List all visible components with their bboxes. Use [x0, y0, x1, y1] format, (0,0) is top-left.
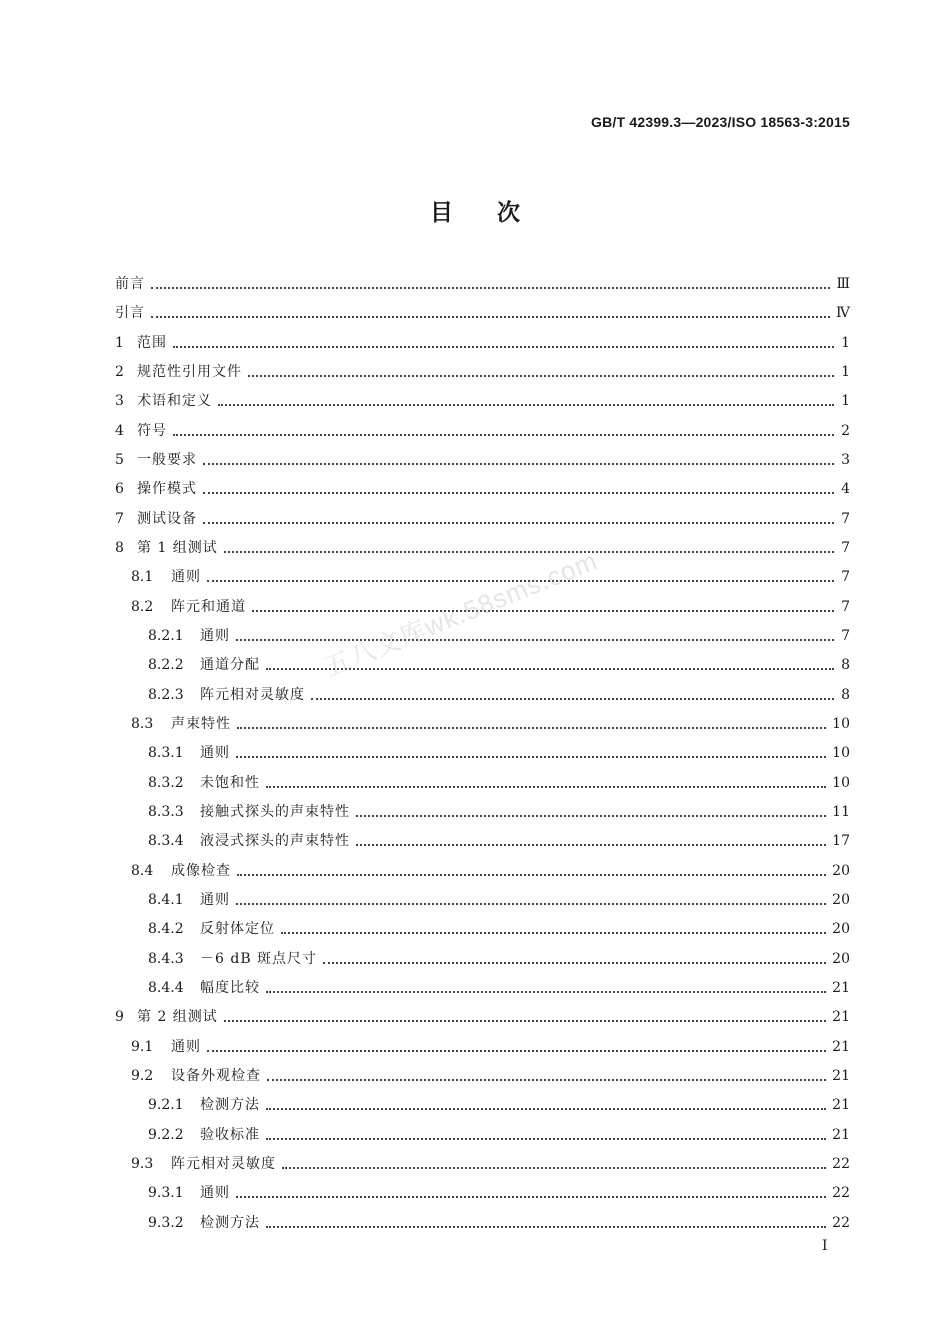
dot-leader: [207, 1049, 826, 1052]
toc-entry-title: 范围: [137, 334, 167, 351]
toc-entry-number: 8.3: [131, 715, 154, 732]
toc-entry-number: 8.2.1: [148, 627, 184, 644]
toc-entry-title: 操作模式: [137, 481, 197, 498]
toc-entry-title: 接触式探头的声束特性: [200, 803, 350, 820]
toc-entry-title: 通则: [200, 627, 230, 644]
toc-entry[interactable]: [115, 798, 850, 827]
toc-entry-page: 2: [841, 422, 850, 439]
toc-entry-number: 7: [115, 510, 124, 527]
dot-leader: [266, 667, 834, 670]
dot-leader: [224, 1019, 826, 1022]
dot-leader: [218, 403, 834, 406]
toc-entry-title: 通则: [171, 1038, 201, 1055]
dot-leader: [323, 961, 826, 964]
standard-number-header: GB/T 42399.3—2023/ISO 18563-3:2015: [591, 114, 850, 130]
dot-leader: [356, 814, 826, 817]
toc-entry-title: 通则: [200, 745, 230, 762]
toc-entry-number: 8.3.1: [148, 745, 184, 762]
toc-entry-number: 9.2.2: [148, 1126, 184, 1143]
dot-leader: [236, 755, 826, 758]
toc-entry[interactable]: [115, 1209, 850, 1238]
dot-leader: [236, 638, 834, 641]
toc-entry-page: 21: [832, 1067, 850, 1084]
dot-leader: [311, 697, 834, 700]
toc-entry[interactable]: [115, 299, 850, 328]
toc-entry-title: 第 2 组测试: [137, 1009, 218, 1026]
toc-entry-number: 9.2.1: [148, 1097, 184, 1114]
toc-entry-number: 2: [115, 363, 124, 380]
dot-leader: [266, 1137, 826, 1140]
toc-entry-number: 9.3: [131, 1155, 154, 1172]
toc-entry-title: 幅度比较: [200, 979, 260, 996]
dot-leader: [173, 345, 834, 348]
toc-entry[interactable]: [115, 446, 850, 475]
toc-entry-page: 17: [832, 833, 850, 850]
dot-leader: [252, 609, 834, 612]
dot-leader: [236, 1195, 826, 1198]
toc-entry-title: 阵元相对灵敏度: [171, 1155, 276, 1172]
dot-leader: [248, 374, 834, 377]
toc-entry[interactable]: [115, 827, 850, 856]
toc-entry-page: 22: [832, 1185, 850, 1202]
toc-entry[interactable]: [115, 1033, 850, 1062]
dot-leader: [173, 433, 834, 436]
toc-entry-page: 10: [832, 715, 850, 732]
toc-entry-number: 5: [115, 451, 124, 468]
toc-entry-number: 8: [115, 539, 124, 556]
toc-entry[interactable]: [115, 622, 850, 651]
toc-entry-page: 10: [832, 774, 850, 791]
toc-entry-page: 20: [832, 891, 850, 908]
toc-entry-number: 6: [115, 481, 124, 498]
toc-entry-page: 1: [841, 363, 850, 380]
toc-entry-number: 8.4.3: [148, 950, 184, 967]
toc-entry-title: 引言: [115, 305, 145, 322]
toc-entry[interactable]: [115, 1121, 850, 1150]
toc-entry[interactable]: [115, 593, 850, 622]
toc-entry-title: 前言: [115, 276, 145, 292]
toc-entry[interactable]: [115, 915, 850, 944]
toc-entry-page: 8: [841, 686, 850, 703]
toc-entry-number: 8.2.2: [148, 657, 184, 674]
toc-entry-title: 反射体定位: [200, 921, 275, 938]
toc-entry-number: 9.3.2: [148, 1214, 184, 1231]
toc-entry[interactable]: [115, 945, 850, 974]
toc-entry[interactable]: [115, 534, 850, 563]
toc-entry-page: Ⅳ: [836, 305, 850, 322]
toc-entry-title: 通道分配: [200, 657, 260, 674]
dot-leader: [282, 1166, 826, 1169]
toc-entry-number: 9.1: [131, 1038, 154, 1055]
toc-entry-number: 9.2: [131, 1067, 154, 1084]
dot-leader: [203, 462, 834, 465]
toc-entry[interactable]: [115, 681, 850, 710]
dot-leader: [356, 843, 826, 846]
dot-leader: [266, 990, 826, 993]
toc-entry-page: 7: [841, 598, 850, 615]
dot-leader: [266, 1107, 826, 1110]
toc-entry-page: 21: [832, 1009, 850, 1026]
toc-entry-page: 4: [841, 481, 850, 498]
dot-leader: [151, 315, 830, 318]
toc-entry-page: 1: [841, 393, 850, 410]
toc-entry-page: 10: [832, 745, 850, 762]
toc-entry-number: 8.4.1: [148, 891, 184, 908]
toc-entry[interactable]: [115, 329, 850, 358]
toc-entry-title: 术语和定义: [137, 393, 212, 410]
toc-entry[interactable]: [115, 651, 850, 680]
toc-entry-page: 21: [832, 1097, 850, 1114]
toc-entry-page: 20: [832, 921, 850, 938]
toc-entry-title: 设备外观检查: [171, 1067, 261, 1084]
toc-entry-number: 8.2: [131, 598, 154, 615]
toc-entry-page: Ⅲ: [836, 276, 850, 292]
toc-entry-number: 3: [115, 393, 124, 410]
toc-entry-page: 7: [841, 569, 850, 586]
toc-entry-number: 4: [115, 422, 124, 439]
toc-entry-title: 声束特性: [171, 715, 231, 732]
toc-entry[interactable]: [115, 505, 850, 534]
toc-entry-page: 3: [841, 451, 850, 468]
dot-leader: [267, 1078, 826, 1081]
toc-entry-title: 成像检查: [171, 862, 231, 879]
dot-leader: [237, 726, 826, 729]
toc-entry-page: 7: [841, 539, 850, 556]
toc-entry[interactable]: [115, 563, 850, 592]
toc-entry-title: －6 dB 斑点尺寸: [200, 950, 318, 967]
toc-entry-page: 11: [832, 803, 850, 820]
toc-entry-number: 8.1: [131, 569, 154, 586]
dot-leader: [236, 902, 826, 905]
toc-entry-page: 7: [841, 627, 850, 644]
toc-entry[interactable]: [115, 387, 850, 416]
dot-leader: [281, 931, 826, 934]
toc-entry-title: 通则: [171, 569, 201, 586]
toc-entry[interactable]: [115, 710, 850, 739]
toc-entry[interactable]: [115, 1062, 850, 1091]
toc-entry-title: 一般要求: [137, 451, 197, 468]
table-of-contents: [115, 270, 850, 1238]
toc-entry-page: 1: [841, 334, 850, 351]
dot-leader: [203, 491, 834, 494]
toc-entry-page: 21: [832, 1038, 850, 1055]
toc-entry[interactable]: [115, 270, 850, 299]
toc-entry-title: 液浸式探头的声束特性: [200, 833, 350, 850]
toc-entry-page: 22: [832, 1155, 850, 1172]
toc-entry-page: 7: [841, 510, 850, 527]
toc-entry-title: 检测方法: [200, 1097, 260, 1114]
toc-entry-title: 阵元和通道: [171, 598, 246, 615]
toc-entry-page: 20: [832, 950, 850, 967]
toc-entry[interactable]: [115, 739, 850, 768]
dot-leader: [237, 873, 826, 876]
toc-entry-number: 8.3.2: [148, 774, 184, 791]
toc-entry-title: 检测方法: [200, 1214, 260, 1231]
toc-entry-title: 通则: [200, 1185, 230, 1202]
toc-entry-number: 8.4.2: [148, 921, 184, 938]
toc-entry-title: 第 1 组测试: [137, 539, 218, 556]
toc-entry[interactable]: [115, 1179, 850, 1208]
toc-entry[interactable]: [115, 475, 850, 504]
toc-entry-number: 8.4.4: [148, 979, 184, 996]
toc-entry[interactable]: [115, 886, 850, 915]
toc-entry-page: 21: [832, 979, 850, 996]
dot-leader: [224, 550, 834, 553]
dot-leader: [266, 785, 826, 788]
page-number-footer: I: [822, 1238, 828, 1254]
toc-entry[interactable]: [115, 857, 850, 886]
toc-entry-title: 规范性引用文件: [137, 363, 242, 380]
toc-entry-title: 通则: [200, 891, 230, 908]
dot-leader: [207, 579, 834, 582]
watermark-text: 五八文库wk.58sms.com: [319, 545, 602, 683]
dot-leader: [151, 286, 830, 289]
toc-entry-number: 8.3.3: [148, 803, 184, 820]
toc-entry-number: 9: [115, 1009, 124, 1026]
toc-entry-number: 8.4: [131, 862, 154, 879]
dot-leader: [266, 1225, 826, 1228]
toc-entry[interactable]: [115, 974, 850, 1003]
toc-entry[interactable]: [115, 417, 850, 446]
toc-entry-page: 20: [832, 862, 850, 879]
toc-entry-number: 1: [115, 334, 124, 351]
toc-entry-page: 21: [832, 1126, 850, 1143]
toc-entry[interactable]: [115, 358, 850, 387]
toc-entry-title: 符号: [137, 422, 167, 439]
toc-entry-page: 8: [841, 657, 850, 674]
toc-entry-title: 验收标准: [200, 1126, 260, 1143]
toc-entry-title: 未饱和性: [200, 774, 260, 791]
toc-entry-number: 9.3.1: [148, 1185, 184, 1202]
toc-entry[interactable]: [115, 1150, 850, 1179]
toc-entry-number: 8.3.4: [148, 833, 184, 850]
dot-leader: [203, 521, 834, 524]
page-title: 目次: [430, 199, 564, 226]
toc-entry-number: 8.2.3: [148, 686, 184, 703]
toc-entry-title: 阵元相对灵敏度: [200, 686, 305, 703]
toc-entry[interactable]: [115, 1003, 850, 1032]
toc-entry-page: 22: [832, 1214, 850, 1231]
toc-entry-title: 测试设备: [137, 510, 197, 527]
toc-entry[interactable]: [115, 1091, 850, 1120]
toc-entry[interactable]: [115, 769, 850, 798]
